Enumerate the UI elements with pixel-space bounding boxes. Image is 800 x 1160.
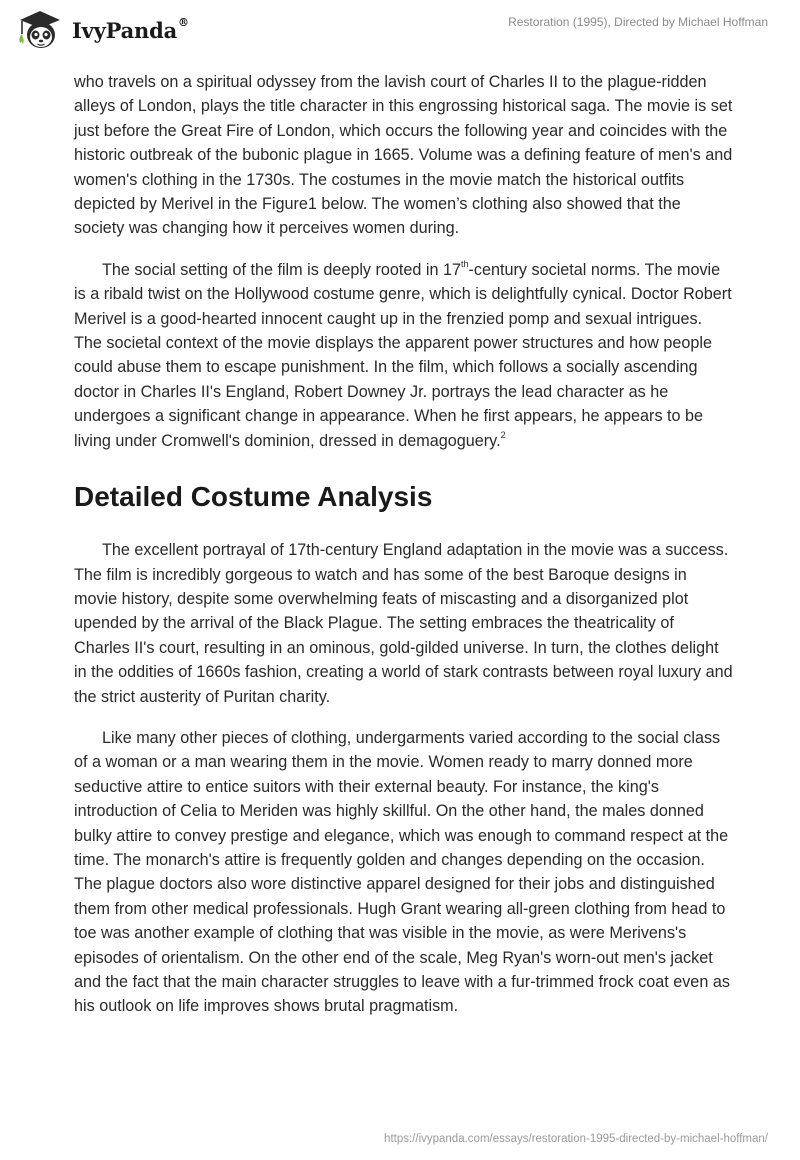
logo-wordmark: IvyPanda® [72,15,189,43]
paragraph-text: -century societal norms. The movie is a ribald twist on the Hollywood costume genre, which is delightfully cynical. Doctor Robert Merivel is a good-hearted innocent caught up in the frenzied pomp and sexual intrigues. The societal context of the movie displays the apparent power structures and how people could abuse them to escape punishment. In the film, which follows a socially ascending doctor in Charles II's England, Robert Downey Jr. portrays the lead character as he undergoes a significant change in appearance. When he first appears, he appears to be living under Cromwell's dominion, dressed in demagoguery. [74,260,732,450]
document-title: Restoration (1995), Directed by Michael Hoffman [508,15,768,29]
section-heading: Detailed Costume Analysis [74,481,433,513]
footnote-ref[interactable]: 2 [500,430,506,441]
superscript: th [461,259,469,270]
essay-content [74,70,734,1019]
paragraph: The excellent portrayal of 17th-century England adaptation in the movie was a success. The film is incredibly gorgeous to watch and has some of the best Baroque designs in movie history, despite some overwhelming feats of miscasting and a disorganized plot upended by the arrival of the Black Plague. The setting embraces the theatricality of Charles II's court, resulting in an ominous, gold-gilded universe. In turn, the clothes delight in the oddities of 1660s fashion, creating a world of stark contrasts between royal luxury and the strict austerity of Puritan charity. [74,541,733,706]
panda-graduation-icon [14,8,66,52]
source-url[interactable]: https://ivypanda.com/essays/restoration-1995-directed-by-michael-hoffman/ [384,1133,768,1145]
paragraph: who travels on a spiritual odyssey from the lavish court of Charles II to the plague-ridden alleys of London, plays the title character in this engrossing historical saga. The movie is set just before the Great Fire of London, which occurs the following year and coincides with the historic outbreak of the bubonic plague in 1665. Volume was a defining feature of men's and women's clothing in the 1730s. The costumes in the movie match the historical outfits depicted by Merivel in the Figure1 below. The women’s clothing also showed that the society was changing how it perceives women during. [74,73,733,238]
paragraph [74,258,734,453]
registered-mark: ® [178,15,189,29]
paragraph-text: The social setting of the film is deeply rooted in 17 [102,260,462,279]
paragraph: Like many other pieces of clothing, undergarments varied according to the social class of a woman or a man wearing them in the movie. Women ready to marry donned more seductive attire to entice suitors with their external beauty. For instance, the king's introduction of Celia to Meriden was highly skillful. On the other hand, the males donned bulky attire to convey prestige and elegance, which was enough to command respect at the time. The monarch's attire is frequently golden and changes depending on the occasion. The plague doctors also wore distinctive apparel designed for their jobs and distinguished them from other medical professionals. Hugh Grant wearing all-green clothing from head to toe was another example of clothing that was visible in the movie, as were Merivens's episodes of orientalism. On the other end of the scale, Meg Ryan's worn-out men's jacket and the fact that the main character struggles to leave with a fur-trimmed frock coat even as his outlook on life improves shows brutal pragmatism. [74,728,730,1016]
ivypanda-logo-link[interactable] [14,8,189,52]
page-header [0,0,800,60]
